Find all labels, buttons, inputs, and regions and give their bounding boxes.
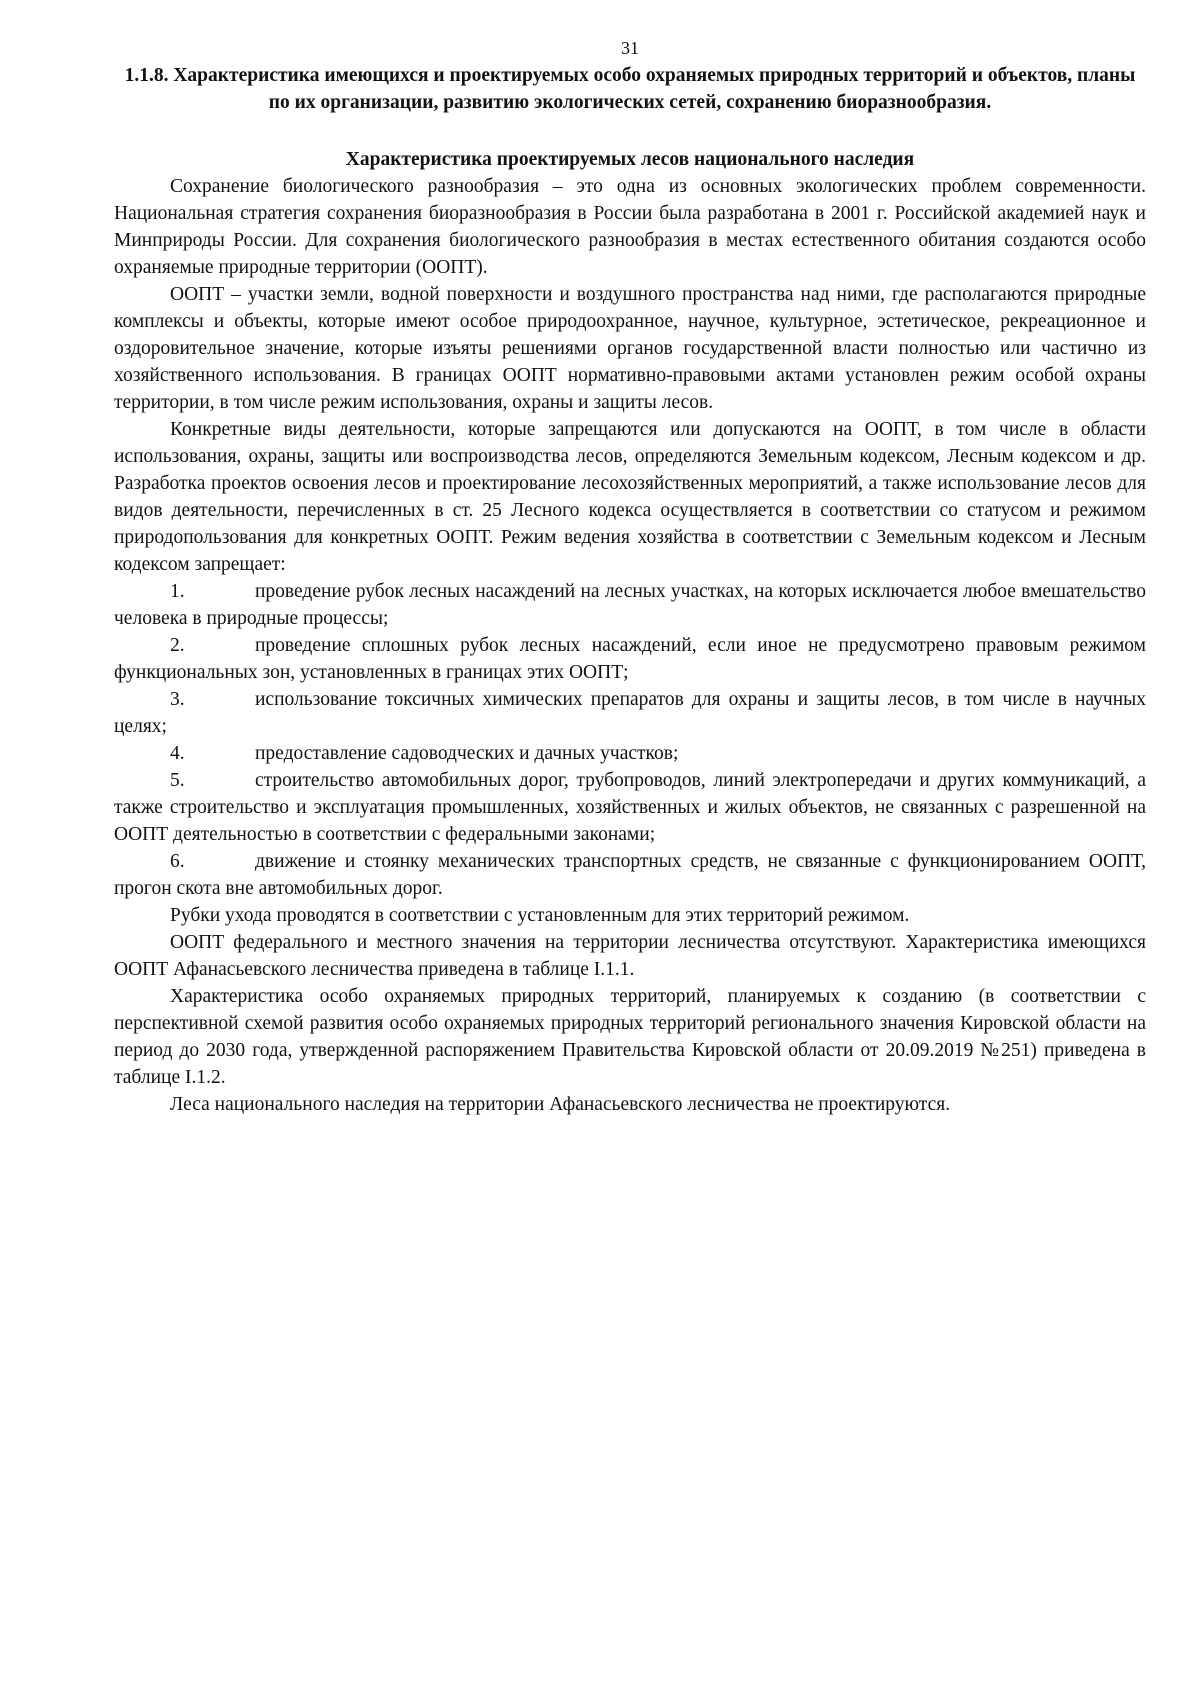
list-item-text: строительство автомобильных дорог, трубопроводов, линий электропередачи и других коммуникаций, а также строительство и эксплуатация промышленных, хозяйственных и жилых объектов, не связанных с разрешенной на ООПТ деятельностью в соответствии с федеральными законами; xyxy=(114,770,1146,845)
paragraph-activities: Конкретные виды деятельности, которые запрещаются или допускаются на ООПТ, в том числе в области использования, охраны, защиты или воспроизводства лесов, определяются Земельным кодексом, Лесным кодексом и др. Разработка проектов освоения лесов и проектирование лесохозяйственных мероприятий, а также использование лесов для видов деятельности, перечисленных в ст. 25 Лесного кодекса осуществляется в соответствии со статусом и режимом природопользования для конкретных ООПТ. Режим ведения хозяйства в соответствии с Земельным кодексом и Лесным кодексом запрещает: xyxy=(114,419,1146,575)
section-title: 1.1.8. Характеристика имеющихся и проектируемых особо охраняемых природных территорий и объектов, планы по их организации, развитию экологических сетей, сохранению биоразнообразия. xyxy=(124,65,1136,113)
paragraph-oopt-definition: ООПТ – участки земли, водной поверхности и воздушного пространства над ними, где располагаются природные комплексы и объекты, которые имеют особое природоохранное, научное, культурное, эстетическое, рекреационное и оздоровительное значение, которые изъяты решениями органов государственной власти полностью или частично из хозяйственного использования. В границах ООПТ нормативно-правовыми актами установлен режим особой охраны территории, в том числе режим использования, охраны и защиты лесов. xyxy=(114,284,1146,413)
list-item xyxy=(114,767,1146,848)
list-item-number: 6. xyxy=(170,851,185,872)
page-number: 31 xyxy=(621,38,639,58)
list-item xyxy=(114,632,1146,686)
list-item-number: 3. xyxy=(170,689,185,710)
list-item-text: предоставление садоводческих и дачных участков; xyxy=(255,743,679,764)
paragraph-planned-oopt: Характеристика особо охраняемых природных территорий, планируемых к созданию (в соответствии с перспективной схемой развития особо охраняемых природных территорий регионального значения Кировской области на период до 2030 года, утвержденной распоряжением Правительства Кировской области от 20.09.2019 №251) приведена в таблице I.1.2. xyxy=(114,986,1146,1088)
list-item xyxy=(114,848,1146,902)
list-item-number: 5. xyxy=(170,770,185,791)
paragraph-federal-oopt: ООПТ федерального и местного значения на территории лесничества отсутствуют. Характеристика имеющихся ООПТ Афанасьевского лесничества приведена в таблице I.1.1. xyxy=(114,932,1146,980)
list-item-text: использование токсичных химических препаратов для охраны и защиты лесов, в том числе в научных целях; xyxy=(114,689,1146,737)
list-item xyxy=(114,686,1146,740)
paragraph-thinning: Рубки ухода проводятся в соответствии с установленным для этих территорий режимом. xyxy=(170,905,910,926)
list-item-number: 4. xyxy=(170,743,185,764)
subsection-title: Характеристика проектируемых лесов национального наследия xyxy=(345,149,915,170)
list-item-text: проведение рубок лесных насаждений на лесных участках, на которых исключается любое вмешательство человека в природные процессы; xyxy=(114,581,1146,629)
prohibitions-list xyxy=(114,578,1146,902)
list-item-number: 1. xyxy=(170,581,185,602)
list-item-number: 2. xyxy=(170,635,185,656)
list-item-text: движение и стоянку механических транспортных средств, не связанные с функционированием ООПТ, прогон скота вне автомобильных дорог. xyxy=(114,851,1146,899)
document-page xyxy=(114,36,1146,1118)
list-item xyxy=(114,578,1146,632)
document-body xyxy=(114,173,1146,1118)
list-item xyxy=(114,740,1146,767)
paragraph-national-heritage: Леса национального наследия на территории Афанасьевского лесничества не проектируются. xyxy=(170,1094,951,1115)
paragraph-biodiversity: Сохранение биологического разнообразия – это одна из основных экологических проблем современности. Национальная стратегия сохранения биоразнообразия в России была разработана в 2001 г. Российской академией наук и Минприроды России. Для сохранения биологического разнообразия в местах естественного обитания создаются особо охраняемые природные территории (ООПТ). xyxy=(114,176,1146,278)
list-item-text: проведение сплошных рубок лесных насаждений, если иное не предусмотрено правовым режимом функциональных зон, установленных в границах этих ООПТ; xyxy=(114,635,1146,683)
